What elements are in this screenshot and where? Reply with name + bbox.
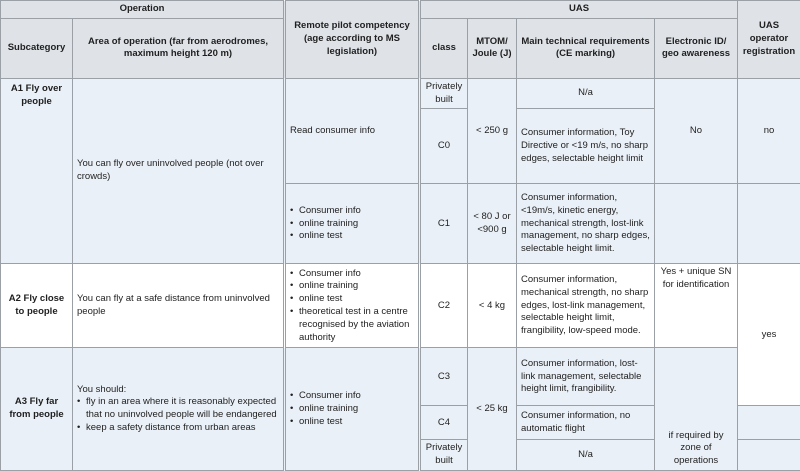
mtom-header: MTOM/ Joule (J) bbox=[468, 18, 517, 78]
a3-class-c3: C3 bbox=[420, 348, 468, 406]
a1-competency-item: • online training bbox=[290, 218, 414, 231]
a3-competency-item: • online test bbox=[290, 416, 414, 429]
a1-registration-empty bbox=[738, 184, 800, 264]
uas-header: UAS bbox=[420, 1, 738, 19]
tech-header: Main technical requirements (CE marking) bbox=[517, 18, 655, 78]
a3-subcategory: A3 Fly far from people bbox=[1, 348, 73, 471]
remote-pilot-header: Remote pilot competency (age according to MS legislation) bbox=[285, 1, 420, 79]
a1-registration: no bbox=[738, 78, 800, 184]
a1-competency-item: • online test bbox=[290, 230, 414, 243]
a2-competency-item: • theoretical test in a centre recognised by the aviation authority bbox=[290, 306, 414, 344]
operation-header: Operation bbox=[1, 1, 285, 19]
a3-area-intro: You should: bbox=[77, 384, 279, 397]
a1-eid-empty bbox=[655, 184, 738, 264]
a2-subcategory: A2 Fly close to people bbox=[1, 264, 73, 348]
a1-class-c0: C0 bbox=[420, 109, 468, 184]
a3-competency-list bbox=[285, 348, 420, 471]
a1-mtom-small: < 250 g bbox=[468, 78, 517, 184]
a3-registration-empty-2 bbox=[738, 440, 800, 471]
area-header: Area of operation (far from aerodromes, maximum height 120 m) bbox=[73, 18, 285, 78]
a3-eid: if required by zone of operations bbox=[655, 348, 738, 471]
a2-eid: Yes + unique SN for identification bbox=[655, 264, 738, 348]
a3-class-c4: C4 bbox=[420, 406, 468, 440]
a3-class-privately: Privately built bbox=[420, 440, 468, 471]
a3-registration-empty bbox=[738, 406, 800, 440]
a2-mtom: < 4 kg bbox=[468, 264, 517, 348]
a3-tech-c3: Consumer information, lost-link management, selectable height limit, frangibility. bbox=[517, 348, 655, 406]
a1-tech-c1: Consumer information, <19m/s, kinetic energy, mechanical strength, lost-link management, no sharp edges, selectable height limit. bbox=[517, 184, 655, 264]
a3-tech-c4: Consumer information, no automatic flight bbox=[517, 406, 655, 440]
a1-tech-privately: N/a bbox=[517, 78, 655, 109]
a3-area-item: • fly in an area where it is reasonably expected that no uninvolved people will be endangered bbox=[77, 396, 279, 422]
a1-area: You can fly over uninvolved people (not over crowds) bbox=[73, 78, 285, 264]
a2-tech: Consumer information, mechanical strength, no sharp edges, lost-link management, selectable height limit, frangibility, low-speed mode. bbox=[517, 264, 655, 348]
a2-competency-item: • Consumer info bbox=[290, 268, 414, 281]
a2-competency-item: • online test bbox=[290, 293, 414, 306]
a1-class-privately: Privately built bbox=[420, 78, 468, 109]
a2-competency-item: • online training bbox=[290, 280, 414, 293]
a1-mtom-c1: < 80 J or <900 g bbox=[468, 184, 517, 264]
a2-area: You can fly at a safe distance from uninvolved people bbox=[73, 264, 285, 348]
registration-header: UAS operator registration bbox=[738, 1, 800, 79]
a1-tech-c0: Consumer information, Toy Directive or <19 m/s, no sharp edges, selectable height limit bbox=[517, 109, 655, 184]
a1-competency-read: Read consumer info bbox=[285, 78, 420, 184]
a2-class: C2 bbox=[420, 264, 468, 348]
a3-area bbox=[73, 348, 285, 471]
a3-competency-item: • online training bbox=[290, 403, 414, 416]
class-header: class bbox=[420, 18, 468, 78]
a1-class-c1: C1 bbox=[420, 184, 468, 264]
a2-registration: yes bbox=[738, 264, 800, 406]
a3-mtom: < 25 kg bbox=[468, 348, 517, 471]
a2-competency-list bbox=[285, 264, 420, 348]
a1-competency-list bbox=[285, 184, 420, 264]
a3-tech-privately: N/a bbox=[517, 440, 655, 471]
subcategory-header: Subcategory bbox=[1, 18, 73, 78]
a1-subcategory: A1 Fly over people bbox=[1, 78, 73, 264]
a3-competency-item: • Consumer info bbox=[290, 390, 414, 403]
eid-header: Electronic ID/ geo awareness bbox=[655, 18, 738, 78]
a1-competency-item: • Consumer info bbox=[290, 205, 414, 218]
a1-eid: No bbox=[655, 78, 738, 184]
a3-area-item: • keep a safety distance from urban areas bbox=[77, 422, 279, 435]
